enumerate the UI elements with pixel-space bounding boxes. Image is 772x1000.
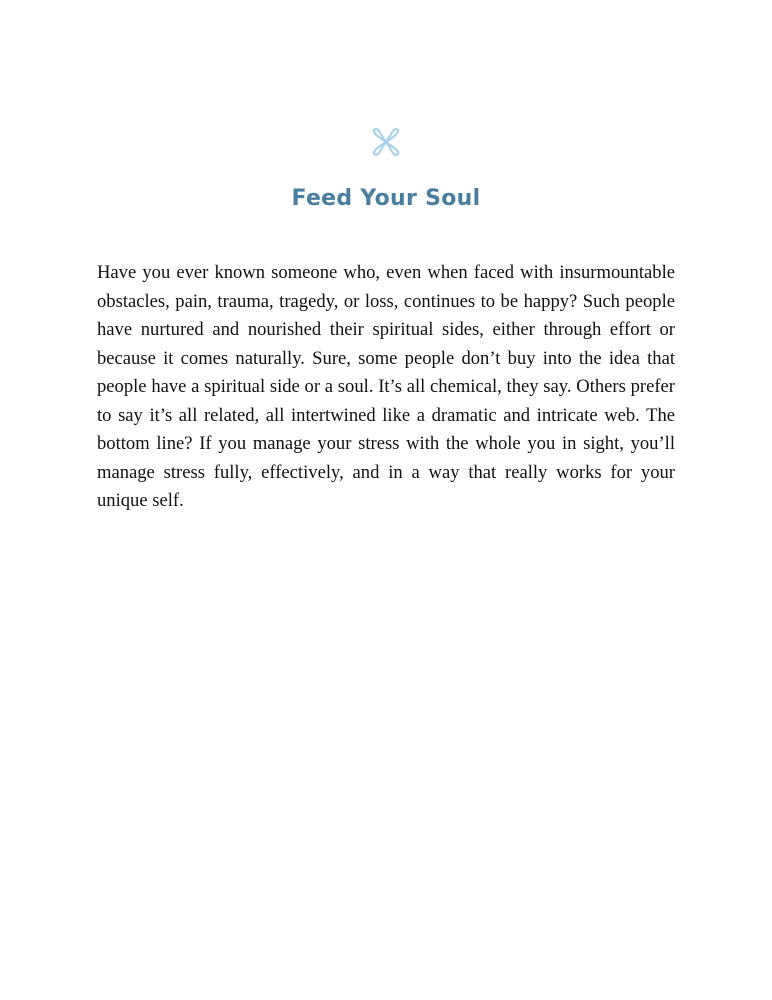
page-title: Feed Your Soul — [291, 186, 481, 211]
body-paragraph: Have you ever known someone who, even when faced with insurmountable obstacles, pain, trauma, tragedy, or loss, continues to be happy? Such people have nurtured and nourished their spiritual sides, either through effort or because it comes naturally. Sure, some people don’t buy into the idea that people have a spiritual side or a soul. It’s all chemical, they say. Others prefer to say it’s all related, all intertwined like a dramatic and intricate web. The bottom line? If you manage your stress with the whole you in sight, you’ll manage stress fully, effectively, and in a way that really works for your unique self. — [97, 262, 675, 511]
butterfly-ornament-icon — [370, 127, 402, 157]
